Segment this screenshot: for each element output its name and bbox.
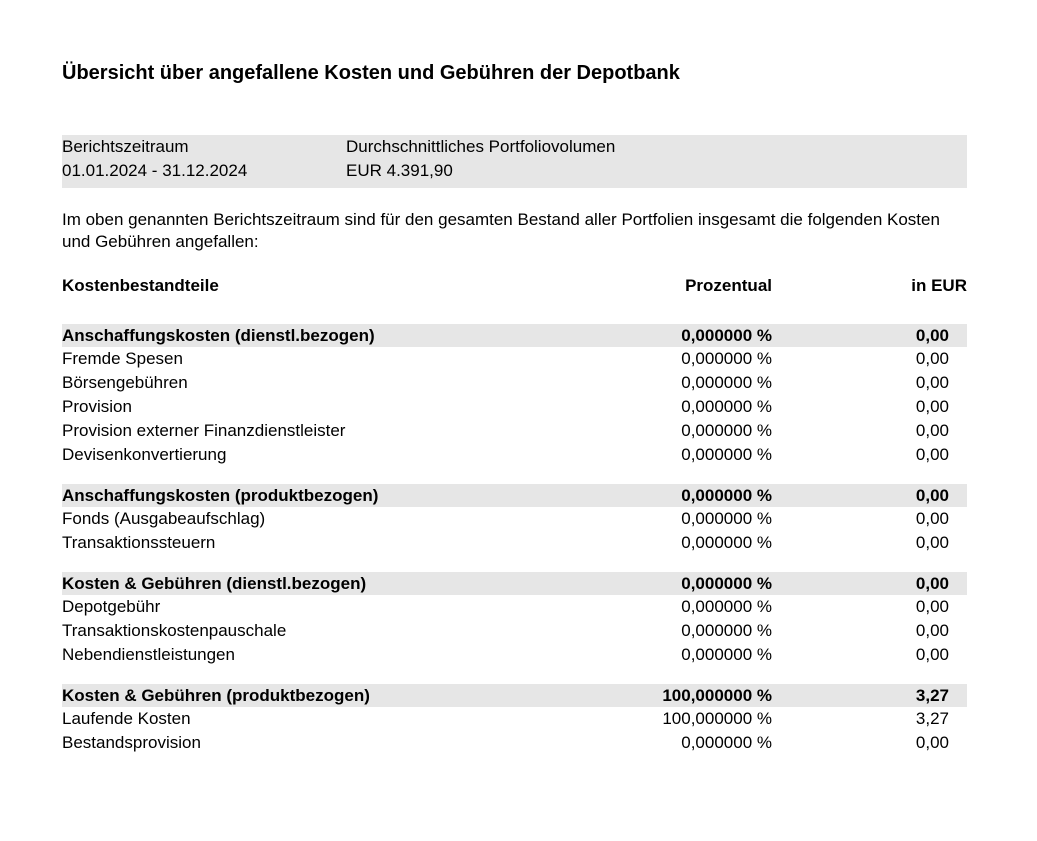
table-row <box>62 619 967 642</box>
group-row <box>62 684 967 707</box>
row-eur: 0,00 <box>915 621 949 640</box>
row-percent: 0,000000 % <box>681 445 772 464</box>
row-eur: 0,00 <box>915 597 949 616</box>
row-eur: 0,00 <box>915 349 949 368</box>
group-row <box>62 572 967 595</box>
table-row <box>62 507 967 530</box>
table-row <box>62 531 967 554</box>
row-eur: 0,00 <box>915 533 949 552</box>
row-eur: 0,00 <box>915 373 949 392</box>
group-percent: 0,000000 % <box>681 326 772 345</box>
row-label: Provision externer Finanzdienstleister <box>62 421 346 440</box>
table-row <box>62 371 967 394</box>
row-eur: 0,00 <box>915 397 949 416</box>
row-eur: 0,00 <box>915 445 949 464</box>
row-label: Depotgebühr <box>62 597 161 616</box>
row-label: Fonds (Ausgabeaufschlag) <box>62 509 266 528</box>
table-row <box>62 395 967 418</box>
row-label: Devisenkonvertierung <box>62 445 227 464</box>
row-label: Transaktionskostenpauschale <box>62 621 287 640</box>
row-percent: 0,000000 % <box>681 597 772 616</box>
group-label: Kosten & Gebühren (dienstl.bezogen) <box>62 574 367 593</box>
volume-label: Durchschnittliches Portfoliovolumen <box>346 137 616 156</box>
group-eur: 0,00 <box>915 326 949 345</box>
row-percent: 0,000000 % <box>681 373 772 392</box>
table-row <box>62 595 967 618</box>
volume-value: EUR 4.391,90 <box>346 161 453 180</box>
row-percent: 0,000000 % <box>681 645 772 664</box>
row-label: Fremde Spesen <box>62 349 183 368</box>
row-eur: 0,00 <box>915 509 949 528</box>
row-percent: 0,000000 % <box>681 349 772 368</box>
group-row <box>62 324 967 347</box>
group-eur: 3,27 <box>915 686 949 705</box>
row-eur: 0,00 <box>915 645 949 664</box>
row-percent: 0,000000 % <box>681 533 772 552</box>
group-label: Kosten & Gebühren (produktbezogen) <box>62 686 370 705</box>
group-eur: 0,00 <box>915 574 949 593</box>
report-info-box <box>62 135 967 188</box>
row-eur: 3,27 <box>915 709 949 728</box>
table-header <box>62 274 967 297</box>
table-row <box>62 443 967 466</box>
row-label: Provision <box>62 397 132 416</box>
row-label: Bestandsprovision <box>62 733 201 752</box>
row-percent: 0,000000 % <box>681 397 772 416</box>
page-title: Übersicht über angefallene Kosten und Gebühren der Depotbank <box>62 62 680 84</box>
row-label: Transaktionssteuern <box>62 533 216 552</box>
table-row <box>62 643 967 666</box>
header-eur: in EUR <box>911 276 967 295</box>
table-row <box>62 731 967 754</box>
header-percent: Prozentual <box>685 276 772 295</box>
period-value: 01.01.2024 - 31.12.2024 <box>62 161 248 180</box>
table-row <box>62 347 967 370</box>
row-percent: 0,000000 % <box>681 421 772 440</box>
row-label: Börsengebühren <box>62 373 188 392</box>
row-eur: 0,00 <box>915 421 949 440</box>
group-percent: 0,000000 % <box>681 486 772 505</box>
group-percent: 100,000000 % <box>662 686 772 705</box>
intro-text: Im oben genannten Berichtszeitraum sind für den gesamten Bestand aller Portfolien insgesamt die folgenden Kosten und Gebühren angefallen: <box>62 210 940 251</box>
row-percent: 0,000000 % <box>681 733 772 752</box>
group-label: Anschaffungskosten (dienstl.bezogen) <box>62 326 375 345</box>
row-percent: 0,000000 % <box>681 621 772 640</box>
group-percent: 0,000000 % <box>681 574 772 593</box>
period-label: Berichtszeitraum <box>62 137 189 156</box>
header-component: Kostenbestandteile <box>62 276 219 295</box>
group-row <box>62 484 967 507</box>
table-row <box>62 707 967 730</box>
row-percent: 100,000000 % <box>662 709 772 728</box>
table-row <box>62 419 967 442</box>
row-label: Laufende Kosten <box>62 709 191 728</box>
group-label: Anschaffungskosten (produktbezogen) <box>62 486 379 505</box>
row-label: Nebendienstleistungen <box>62 645 235 664</box>
row-eur: 0,00 <box>915 733 949 752</box>
group-eur: 0,00 <box>915 486 949 505</box>
row-percent: 0,000000 % <box>681 509 772 528</box>
